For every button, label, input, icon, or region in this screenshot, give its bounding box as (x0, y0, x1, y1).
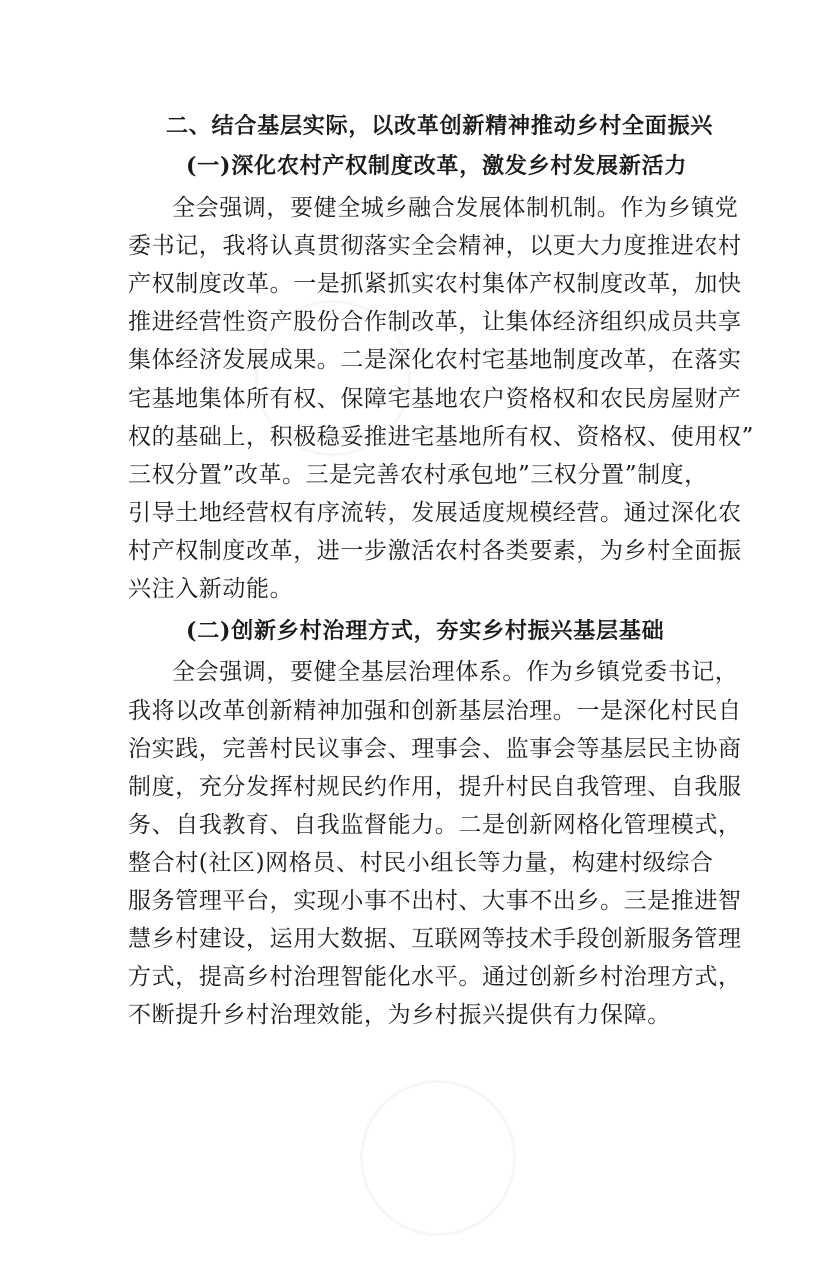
paragraph-line: 方式，提高乡村治理智能化水平。通过创新乡村治理方式， (128, 964, 742, 990)
paragraph-line: 宅基地集体所有权、保障宅基地农户资格权和农民房屋财产 (128, 386, 742, 412)
paragraph-line: 服务管理平台，实现小事不出村、大事不出乡。三是推进智 (128, 888, 742, 914)
paragraph-line: 慧乡村建设，运用大数据、互联网等技术手段创新服务管理 (128, 926, 742, 952)
paragraph-line: 产权制度改革。一是抓紧抓实农村集体产权制度改革，加快 (128, 271, 742, 297)
paragraph-line: 制度，充分发挥村规民约作用，提升村民自我管理、自我服 (128, 774, 742, 800)
section-heading: 二、结合基层实际，以改革创新精神推动乡村全面振兴 (166, 114, 714, 139)
paragraph-line: 务、自我教育、自我监督能力。二是创新网格化管理模式， (128, 812, 742, 838)
watermark-mark (331, 1051, 544, 1264)
paragraph-line: 全会强调，要健全城乡融合发展体制机制。作为乡镇党 (172, 195, 739, 221)
paragraph-line: 全会强调，要健全基层治理体系。作为乡镇党委书记， (172, 659, 739, 685)
paragraph-line: 我将以改革创新精神加强和创新基层治理。一是深化村民自 (128, 698, 742, 724)
paragraph-line: 兴注入新动能。 (128, 576, 294, 602)
paragraph-line: 委书记，我将认真贯彻落实全会精神，以更大力度推进农村 (128, 233, 742, 259)
paragraph-line: 治实践，完善村民议事会、理事会、监事会等基层民主协商 (128, 736, 742, 762)
paragraph-line: 村产权制度改革，进一步激活农村各类要素，为乡村全面振 (128, 538, 742, 564)
subsection-heading-2: (二)创新乡村治理方式，夯实乡村振兴基层基础 (186, 618, 665, 644)
paragraph-line: 推进经营性资产股份合作制改革，让集体经济组织成员共享 (128, 309, 742, 335)
paragraph-line: 集体经济发展成果。二是深化农村宅基地制度改革，在落实 (128, 347, 742, 373)
subsection-heading-1: (一)深化农村产权制度改革，激发乡村发展新活力 (186, 153, 688, 179)
paragraph-line: 权的基础上，积极稳妥推进宅基地所有权、资格权、使用权” (128, 424, 754, 450)
paragraph-line: 引导土地经营权有序流转，发展适度规模经营。通过深化农 (128, 500, 742, 526)
paragraph-line: 三权分置”改革。三是完善农村承包地”三权分置”制度， (128, 462, 708, 488)
paragraph-line: 不断提升乡村治理效能，为乡村振兴提供有力保障。 (128, 1002, 671, 1028)
paragraph-line: 整合村(社区)网格员、村民小组长等力量，构建村级综合 (128, 850, 714, 876)
